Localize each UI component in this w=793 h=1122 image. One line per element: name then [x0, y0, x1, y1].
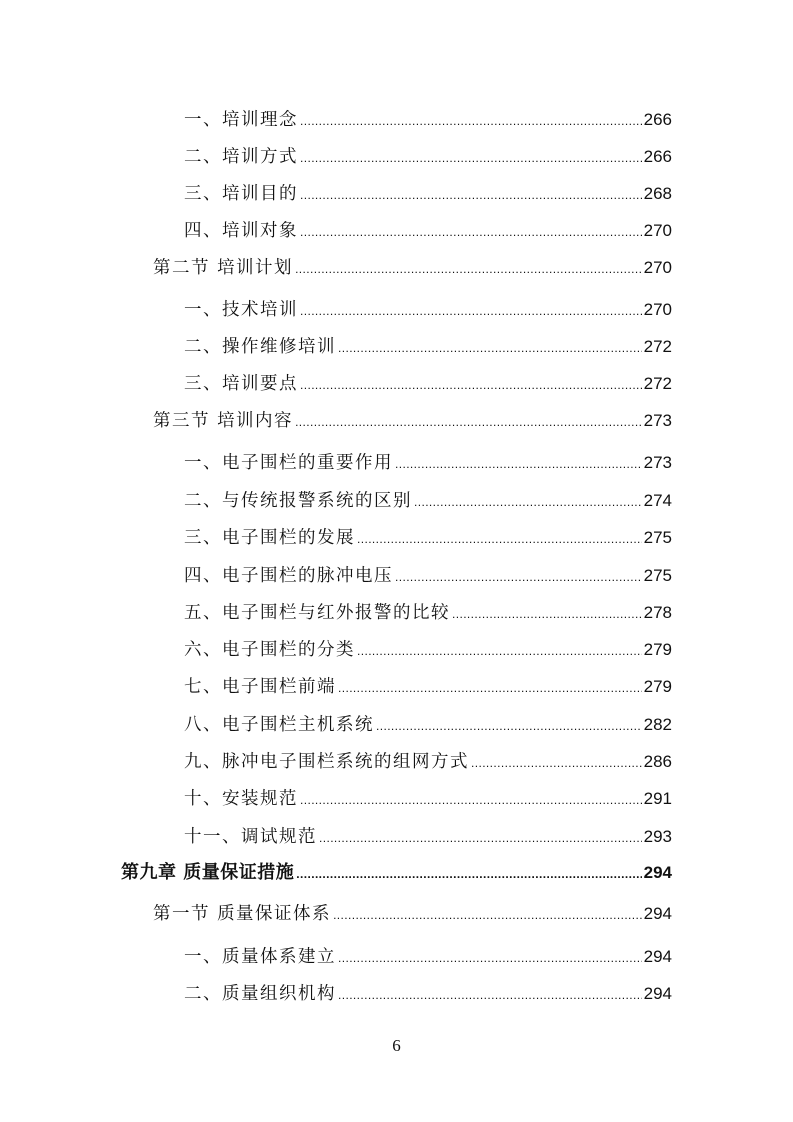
toc-entry-title: 七、电子围栏前端 [184, 677, 336, 697]
toc-entry-page: 273 [643, 453, 672, 472]
dot-leader [300, 146, 642, 170]
toc-entry-page: 272 [643, 337, 672, 356]
dot-leader [300, 788, 642, 812]
toc-entry-page: 294 [643, 984, 672, 1003]
dot-leader [300, 183, 642, 207]
toc-entry-title: 三、电子围栏的发展 [184, 528, 355, 548]
toc-entry-page: 291 [643, 789, 672, 808]
dot-leader [300, 220, 642, 244]
toc-entry-title: 一、技术培训 [184, 300, 298, 320]
dot-leader [376, 714, 642, 738]
dot-leader [300, 109, 642, 133]
toc-entry-page: 273 [643, 411, 672, 430]
toc-entry-title: 一、质量体系建立 [184, 947, 336, 967]
toc-entry-page: 268 [643, 184, 672, 203]
toc-entry-page: 275 [643, 528, 672, 547]
dot-leader [471, 751, 642, 775]
toc-entry-page: 270 [643, 258, 672, 277]
toc-entry[interactable] [184, 564, 672, 588]
dot-leader [414, 490, 642, 514]
dot-leader [357, 639, 642, 663]
toc-entry[interactable] [184, 108, 672, 132]
toc-entry[interactable] [184, 335, 672, 359]
toc-entry-page: 266 [643, 110, 672, 129]
toc-entry-title: 第一节 质量保证体系 [153, 904, 332, 924]
dot-leader [395, 565, 642, 589]
toc-entry-title: 一、培训理念 [184, 110, 298, 130]
toc-entry[interactable] [184, 750, 672, 774]
toc-entry[interactable] [184, 219, 672, 243]
toc-entry-page: 272 [643, 374, 672, 393]
toc-entry-page: 286 [643, 752, 672, 771]
toc-entry-title: 十、安装规范 [184, 789, 298, 809]
toc-entry[interactable] [184, 372, 672, 396]
toc-entry[interactable] [184, 182, 672, 206]
dot-leader [357, 527, 642, 551]
toc-entry-page: 270 [643, 300, 672, 319]
toc-entry-title: 八、电子围栏主机系统 [184, 715, 374, 735]
toc-entry-page: 282 [643, 715, 672, 734]
toc-entry-page: 279 [643, 677, 672, 696]
toc-entry-page: 279 [643, 640, 672, 659]
dot-leader [338, 336, 642, 360]
toc-entry-title: 四、电子围栏的脉冲电压 [184, 566, 393, 586]
toc-entry-page: 294 [643, 947, 672, 966]
toc-entry[interactable] [184, 945, 672, 969]
toc-entry[interactable] [184, 638, 672, 662]
toc-entry-page: 270 [643, 221, 672, 240]
dot-leader [295, 410, 642, 434]
toc-entry[interactable] [184, 825, 672, 849]
toc-entry[interactable] [184, 145, 672, 169]
toc-entry-title: 第三节 培训内容 [153, 411, 294, 431]
toc-entry-title: 二、培训方式 [184, 147, 298, 167]
dot-leader [338, 676, 642, 700]
toc-entry[interactable] [184, 982, 672, 1006]
toc-entry-title: 二、与传统报警系统的区别 [184, 491, 412, 511]
toc-entry[interactable] [184, 298, 672, 322]
toc-entry-title: 六、电子围栏的分类 [184, 640, 355, 660]
dot-leader [295, 257, 642, 281]
toc-entry[interactable] [184, 451, 672, 475]
dot-leader [338, 983, 642, 1007]
toc-entry-page: 274 [643, 491, 672, 510]
toc-entry[interactable] [184, 526, 672, 550]
dot-leader [300, 373, 642, 397]
toc-entry-page: 293 [643, 827, 672, 846]
toc-entry[interactable] [184, 713, 672, 737]
toc-entry-section[interactable] [153, 409, 672, 433]
toc-entry-title: 第二节 培训计划 [153, 258, 294, 278]
dot-leader [300, 299, 642, 323]
dot-leader [296, 862, 641, 886]
toc-entry-title: 二、质量组织机构 [184, 984, 336, 1004]
dot-leader [333, 903, 642, 927]
toc-entry-title: 十一、调试规范 [184, 827, 317, 847]
toc-entry-title: 二、操作维修培训 [184, 337, 336, 357]
toc-entry-title: 一、电子围栏的重要作用 [184, 453, 393, 473]
toc-entry-title: 三、培训要点 [184, 374, 298, 394]
toc-entry-chapter[interactable] [121, 861, 672, 885]
toc-entry-section[interactable] [153, 256, 672, 280]
dot-leader [338, 946, 642, 970]
toc-entry[interactable] [184, 787, 672, 811]
toc-entry[interactable] [184, 601, 672, 625]
dot-leader [319, 826, 642, 850]
toc-entry-page: 294 [643, 904, 672, 923]
toc-entry-title: 三、培训目的 [184, 184, 298, 204]
dot-leader [452, 602, 642, 626]
toc-entry-page: 266 [643, 147, 672, 166]
dot-leader [395, 452, 642, 476]
toc-entry-page: 275 [643, 566, 672, 585]
toc-entry[interactable] [184, 675, 672, 699]
toc-entry-title: 五、电子围栏与红外报警的比较 [184, 603, 450, 623]
toc-entry-title: 四、培训对象 [184, 221, 298, 241]
page-number: 6 [392, 1036, 401, 1055]
toc-entry[interactable] [184, 489, 672, 513]
toc-entry-title: 九、脉冲电子围栏系统的组网方式 [184, 752, 469, 772]
toc-entry-section[interactable] [153, 902, 672, 926]
toc-entry-page: 278 [643, 603, 672, 622]
toc-entry-title: 第九章 质量保证措施 [121, 862, 295, 883]
toc-entry-page: 294 [643, 863, 672, 882]
